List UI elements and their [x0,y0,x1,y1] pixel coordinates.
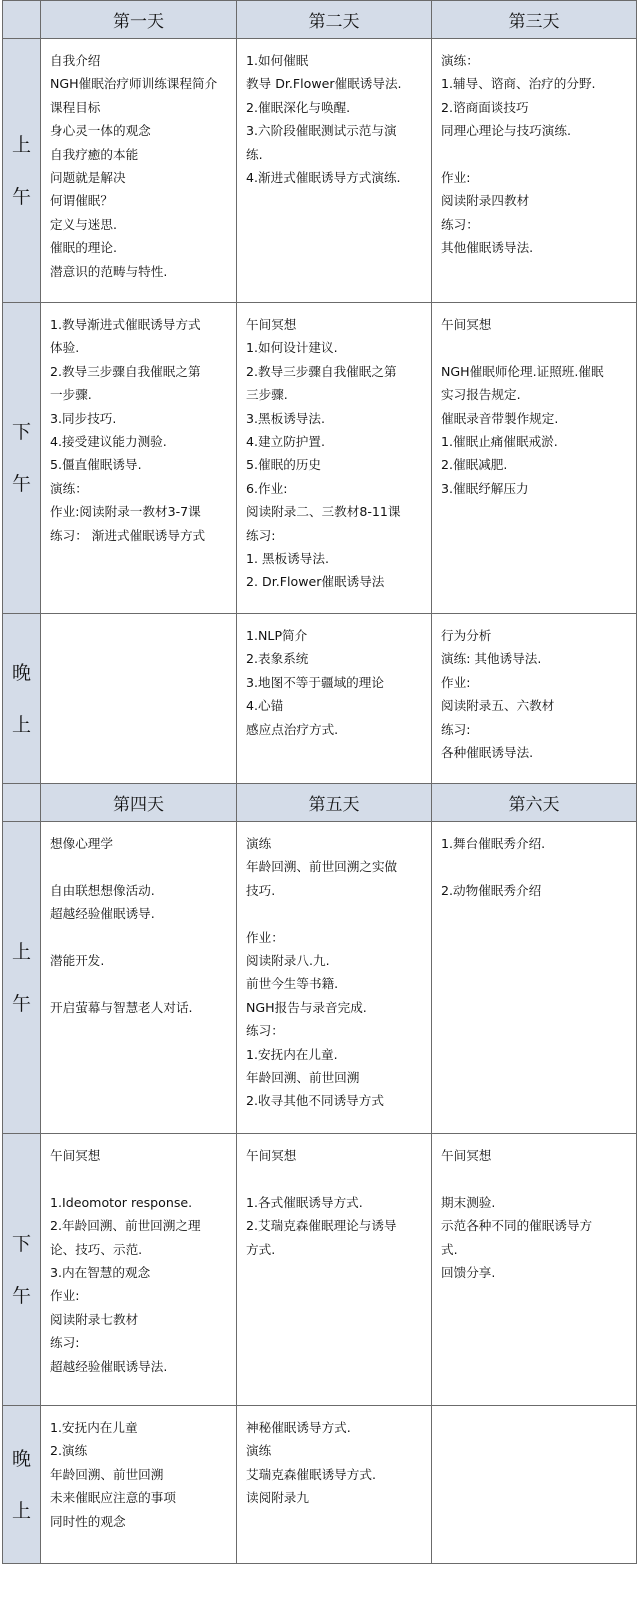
schedule-body [3,1,637,1564]
morning-label [3,822,41,1134]
period-label-char: 午 [11,185,31,208]
schedule-line: 潜意识的范畴与特性. [50,263,168,279]
day-3-evening-cell [432,614,637,784]
schedule-line: 3.黑板诱导法. [246,410,325,426]
schedule-line: 自我疗癒的本能 [50,146,139,162]
schedule-line: 其他催眠诱导法. [441,240,534,256]
schedule-line: 5.僵直催眠诱导. [50,457,142,473]
day-1-header: 第一天 [41,1,237,39]
schedule-line: 演练 [246,836,272,851]
schedule-line: 2.收寻其他不同诱导方式 [246,1093,384,1109]
day-5-header: 第五天 [237,784,432,822]
schedule-line: NGH催眠师伦理.证照班.催眠 [441,363,604,379]
schedule-line: 1. 黑板诱导法. [246,551,329,567]
schedule-line: 催眠的理论. [50,240,117,256]
schedule-line: 自由联想想像活动. [50,882,155,898]
day-3-afternoon-cell [432,303,637,614]
evening-label [3,1406,41,1564]
schedule-line: 前世今生等书籍. [246,976,339,992]
day-3-morning-cell [432,39,637,303]
schedule-line: 练习： 渐进式催眠诱导方式 [50,527,206,543]
schedule-line: 1.催眠止痛催眠戒淤. [441,434,558,450]
schedule-line: 实习报告规定. [441,387,521,403]
afternoon-row [3,303,637,614]
schedule-line: 年龄回溯、前世回溯之实做 [246,859,398,875]
schedule-line: 演练: 其他诱导法. [441,651,542,667]
day-4-afternoon-cell [41,1134,237,1406]
schedule-line [50,1167,228,1190]
schedule-line: 感应点治疗方式. [246,721,339,737]
schedule-line: 3.六阶段催眠测试示范与演 [246,123,397,139]
schedule-line: 1.NLP简介 [246,628,308,643]
schedule-line: 5.催眠的历史 [246,457,321,473]
schedule-line: 潜能开发. [50,953,105,968]
evening-label [3,614,41,784]
schedule-line: 何谓催眠？ [50,193,113,209]
schedule-line [441,143,628,166]
schedule-line: 2.教导三步骤自我催眠之第 [50,363,201,379]
period-label-char: 午 [11,992,31,1015]
schedule-line: 2.艾瑞克森催眠理论与诱导 [246,1218,397,1234]
schedule-line: 阅读附录八.九. [246,953,330,969]
schedule-line: 演练： [50,480,88,496]
schedule-line [441,1167,628,1190]
schedule-line [441,855,628,878]
schedule-line: 午间冥想 [246,1148,297,1163]
header-corner [3,784,41,822]
schedule-line: 同理心理论与技巧演练. [441,123,571,139]
schedule-line: 定义与迷思. [50,216,117,232]
schedule-line [441,336,628,359]
schedule-line: 1.安抚内在儿童 [50,1420,138,1435]
schedule-line: 催眠录音带製作规定. [441,410,559,426]
day-5-morning-cell [237,822,432,1134]
schedule-line: 作业:阅读附录一教材3-7课 [50,504,201,520]
day-3-header: 第三天 [432,1,637,39]
period-label-char: 晚 [11,661,31,684]
schedule-line: 2.谘商面谈技巧 [441,99,529,115]
schedule-line: 阅读附录七教材 [50,1311,139,1327]
day-header-row [3,1,637,39]
schedule-line: 体验. [50,340,80,356]
schedule-line: 神秘催眠诱导方式. [246,1420,351,1435]
period-label-char: 上 [11,133,31,156]
schedule-line: 自我介绍 [50,53,101,68]
schedule-line: 课程目标 [50,99,101,115]
evening-row [3,614,637,784]
period-label-char: 午 [11,473,31,495]
schedule-line: 作业: [441,170,471,186]
schedule-line: NGH催眠治疗师训练课程简介 [50,76,218,92]
day-1-evening-cell [41,614,237,784]
morning-row [3,39,637,303]
schedule-line: 3.催眠纾解压力 [441,480,529,496]
schedule-line: 1.辅导、谘商、治疗的分野. [441,76,596,92]
day-1-afternoon-cell [41,303,237,614]
schedule-line: 3.地图不等于疆域的理论 [246,674,384,690]
schedule-line: 阅读附录二、三教材8-11课 [246,504,401,520]
schedule-line: 各种催眠诱导法. [441,745,534,761]
morning-row [3,822,637,1134]
schedule-line: 三步骤. [246,387,288,403]
schedule-line: 读阅附录九 [246,1490,309,1506]
schedule-line: 超越经验催眠诱导法. [50,1358,168,1374]
day-4-header: 第四天 [41,784,237,822]
schedule-line: 1.教导渐进式催眠诱导方式 [50,317,201,332]
period-label-char: 下 [11,421,31,443]
schedule-line: 2.动物催眠秀介绍 [441,882,542,898]
schedule-line: 想像心理学 [50,836,113,851]
evening-row [3,1406,637,1564]
schedule-line: 练习: [50,1335,80,1351]
schedule-line: 年龄回溯、前世回溯 [246,1070,360,1086]
schedule-line: 午间冥想 [246,317,297,332]
day-6-morning-cell [432,822,637,1134]
schedule-line: 练习： [441,216,479,232]
schedule-line: 练习: [246,527,276,543]
afternoon-label [3,1134,41,1406]
schedule-line: 作业: [441,674,471,690]
schedule-line [50,855,228,878]
day-6-header: 第六天 [432,784,637,822]
day-4-evening-cell [41,1406,237,1564]
day-6-evening-cell [432,1406,637,1564]
schedule-line: 6.作业: [246,480,288,496]
schedule-line: 午间冥想 [441,317,492,332]
schedule-line: 午间冥想 [441,1148,492,1163]
schedule-line: 期末测验. [441,1194,496,1210]
schedule-line: 艾瑞克森催眠诱导方式. [246,1466,376,1482]
schedule-line: 超越经验催眠诱导. [50,906,155,922]
period-label-char: 晚 [11,1447,31,1470]
schedule-line: 2.催眠深化与唤醒. [246,99,351,115]
schedule-line: 阅读附录五、六教材 [441,698,555,714]
period-label-char: 上 [11,940,31,963]
schedule-line: 行为分析 [441,628,492,643]
schedule-line: 4.渐进式催眠诱导方式演练. [246,170,401,186]
schedule-line [246,902,423,925]
day-2-afternoon-cell [237,303,432,614]
schedule-line: 阅读附录四教材 [441,193,530,209]
schedule-line: 1.如何设计建议. [246,340,338,356]
schedule-line: 式. [441,1241,458,1257]
period-label-char: 上 [11,713,31,736]
schedule-line: 2.教导三步骤自我催眠之第 [246,363,397,379]
schedule-line: 方式. [246,1241,276,1257]
schedule-line: 一步骤. [50,387,92,403]
day-2-header: 第二天 [237,1,432,39]
period-label-char: 午 [11,1284,31,1307]
schedule-line: 技巧. [246,882,276,898]
schedule-line: 1.各式催眠诱导方式. [246,1194,363,1210]
morning-label [3,39,41,303]
schedule-line: 教导 Dr.Flower催眠诱导法. [246,76,402,92]
schedule-table [2,0,637,1564]
day-5-evening-cell [237,1406,432,1564]
day-2-morning-cell [237,39,432,303]
schedule-line: 练习: [441,721,471,737]
afternoon-row [3,1134,637,1406]
schedule-line: 1.如何催眠 [246,53,309,68]
period-label-char: 上 [11,1499,31,1522]
afternoon-label [3,303,41,614]
schedule-line: 练. [246,146,263,162]
schedule-line: 2.催眠减肥. [441,457,508,473]
schedule-line: 午间冥想 [50,1148,101,1163]
schedule-line: 未来催眠应注意的事项 [50,1490,176,1506]
schedule-line: 论、技巧、示范. [50,1241,143,1257]
schedule-line: 问题就是解决 [50,170,126,186]
schedule-line: 作业： [246,929,284,945]
schedule-line [50,972,228,995]
schedule-line: 同时性的观念 [50,1513,126,1529]
schedule-line: 作业: [50,1288,80,1304]
day-1-morning-cell [41,39,237,303]
schedule-line: 练习： [246,1023,284,1039]
schedule-line: 身心灵一体的观念 [50,123,151,139]
schedule-line [50,926,228,949]
schedule-line: NGH报告与录音完成. [246,999,367,1015]
day-4-morning-cell [41,822,237,1134]
period-label-char: 下 [11,1232,31,1255]
schedule-line: 开启萤幕与智慧老人对话. [50,999,193,1015]
schedule-line: 2. Dr.Flower催眠诱导法 [246,574,385,590]
schedule-line: 4.心锚 [246,698,284,714]
day-5-afternoon-cell [237,1134,432,1406]
schedule-line: 演练： [441,53,479,68]
schedule-line: 回馈分享. [441,1265,496,1281]
schedule-line: 1.Ideomotor response. [50,1194,193,1210]
schedule-line: 2.演练 [50,1443,88,1459]
schedule-line: 4.建立防护置. [246,434,325,450]
schedule-line: 2.表象系统 [246,651,309,667]
schedule-line: 2.年龄回溯、前世回溯之理 [50,1218,201,1234]
schedule-line [246,1167,423,1190]
schedule-line: 4.接受建议能力测验. [50,434,167,450]
schedule-line: 1.舞台催眠秀介绍. [441,836,546,851]
schedule-line: 示范各种不同的催眠诱导方 [441,1218,593,1234]
schedule-line: 3.内在智慧的观念 [50,1265,151,1281]
schedule-line: 演练 [246,1443,272,1459]
schedule-line: 3.同步技巧. [50,410,117,426]
day-6-afternoon-cell [432,1134,637,1406]
day-2-evening-cell [237,614,432,784]
schedule-line: 1.安抚内在儿童. [246,1046,338,1062]
day-header-row [3,784,637,822]
schedule-line: 年龄回溯、前世回溯 [50,1466,164,1482]
header-corner [3,1,41,39]
